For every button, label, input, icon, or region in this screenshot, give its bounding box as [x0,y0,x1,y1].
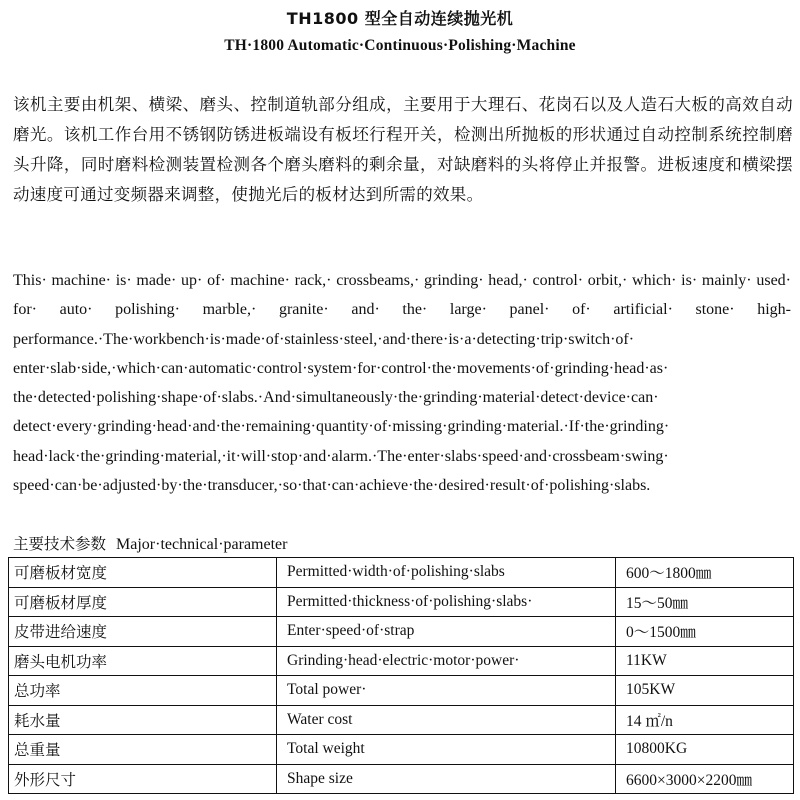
description-english: This· machine· is· made· up· of· machine· rack,· crossbeams,· grinding· head,· control· orbit,· which· is· mainly· used· for· auto· polishing· marble,· granite· and· the· large· panel· of· artificial· stone· high-performance.·The·workbench·is·made·of·stainless·steel,·and·there·is·a·detecting·trip·switch·of· enter·slab·side,·which·can·automatic·control·system·for·control·the·movements·of·grinding·head·as· the·detected·polishing·shape·of·slabs.·And·simultaneously·the·grinding·material·detect·device·can· detect·every·grinding·head·and·the·remaining·quantity·of·missing·grinding·material.·If·the·grinding· head·lack·the·grinding·material,·it·will·stop·and·alarm.·The·enter·slabs·speed·and·crossbeam·swing· speed·can·be·adjusted·by·the·transducer,·so·that·can·achieve·the·desired·result·of·polishing·slabs. [13,272,791,495]
parameter-name-chinese: 耗水量 [9,705,277,735]
parameters-heading-chinese: 主要技术参数 [13,535,107,553]
table-row [9,646,794,676]
table-row [9,617,794,647]
parameter-name-english: Grinding·head·electric·motor·power· [277,646,616,676]
parameter-value: 0～1500㎜ [616,617,794,647]
parameter-name-chinese: 总功率 [9,676,277,706]
parameter-name-chinese: 可磨板材厚度 [9,587,277,617]
parameter-value: 6600×3000×2200㎜ [616,764,794,794]
table-row [9,587,794,617]
parameter-name-english: Shape size [277,764,616,794]
table-row [9,705,794,735]
table-row [9,558,794,588]
description-chinese: 该机主要由机架、横梁、磨头、控制道轨部分组成，主要用于大理石、花岗石以及人造石大板的高效自动磨光。该机工作台用不锈钢防锈进板端设有板坯行程开关，检测出所抛板的形状通过自动控制系统控制磨头升降，同时磨料检测装置检测各个磨头磨料的剩余量，对缺磨料的头将停止并报警。进板速度和横梁摆动速度可通过变频器来调整，使抛光后的板材达到所需的效果。 [13,95,793,204]
table-row [9,735,794,765]
parameters-table [8,557,794,794]
parameter-value: 105KW [616,676,794,706]
table-row [9,676,794,706]
parameter-name-chinese: 外形尺寸 [9,764,277,794]
parameters-heading-english: Major·technical·parameter [116,536,288,553]
parameter-value: 15～50㎜ [616,587,794,617]
parameter-name-chinese: 可磨板材宽度 [9,558,277,588]
parameter-name-english: Total weight [277,735,616,765]
parameter-value: 11KW [616,646,794,676]
parameters-heading [13,532,287,554]
parameter-name-english: Enter·speed·of·strap [277,617,616,647]
parameter-name-chinese: 磨头电机功率 [9,646,277,676]
parameter-value: 14 ㎡/n [616,705,794,735]
table-row [9,764,794,794]
parameter-name-english: Total power· [277,676,616,706]
title-english: TH·1800 Automatic·Continuous·Polishing·Machine [224,37,576,54]
parameter-value: 10800KG [616,735,794,765]
parameter-name-english: Permitted·thickness·of·polishing·slabs· [277,587,616,617]
parameter-name-english: Permitted·width·of·polishing·slabs [277,558,616,588]
parameter-value: 600～1800㎜ [616,558,794,588]
parameter-name-english: Water cost [277,705,616,735]
parameter-name-chinese: 总重量 [9,735,277,765]
title-chinese: TH1800 型全自动连续抛光机 [286,9,514,28]
parameter-name-chinese: 皮带进给速度 [9,617,277,647]
